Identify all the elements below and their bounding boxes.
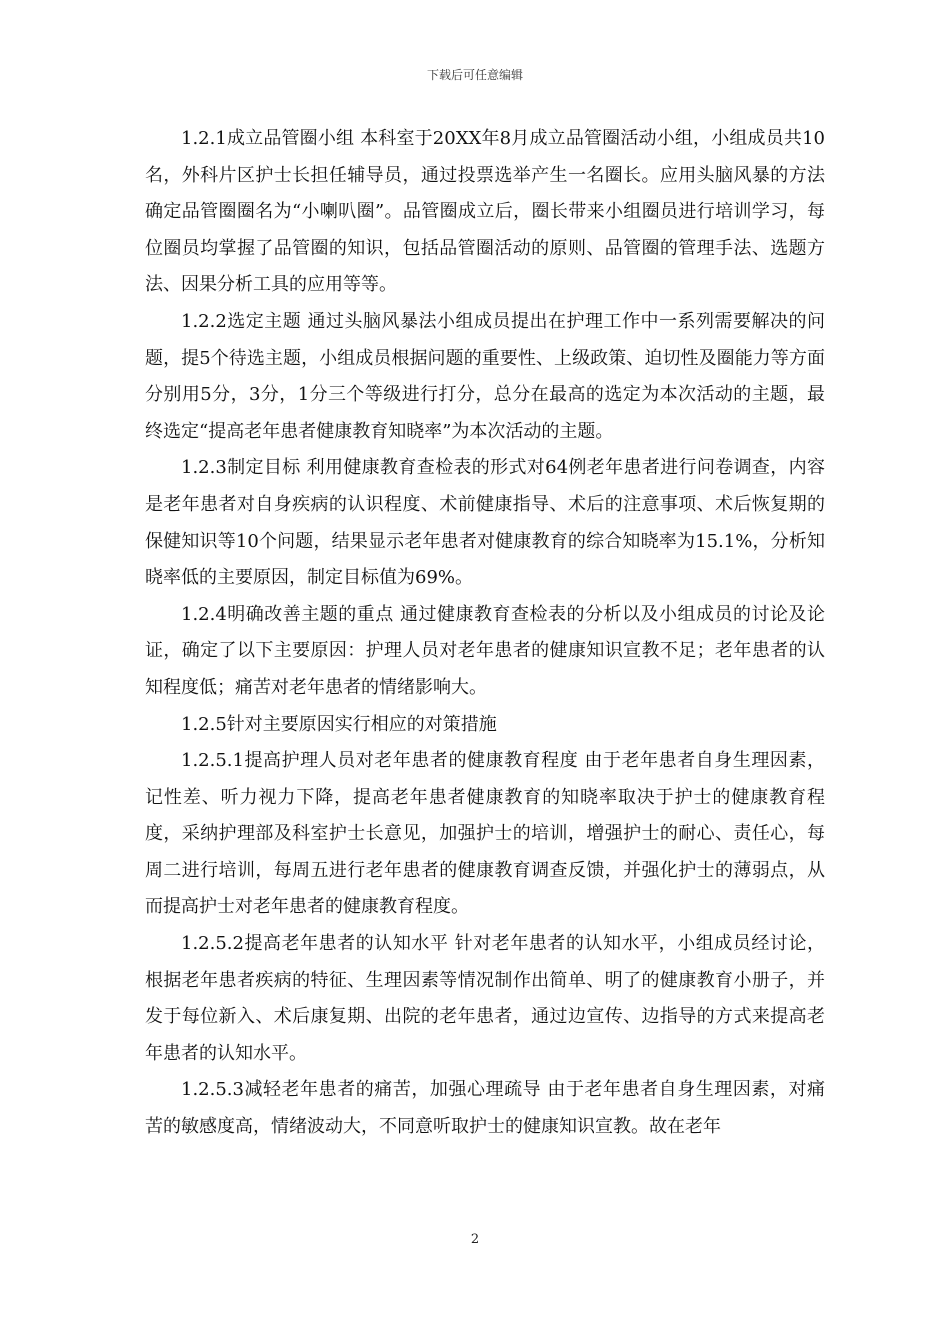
page-header: 下载后可任意编辑 bbox=[426, 68, 523, 82]
paragraph-1-2-2: 1.2.2选定主题 通过头脑风暴法小组成员提出在护理工作中一系列需要解决的问题，提5个待选主题，小组成员根据问题的重要性、上级政策、迫切性及圈能力等方面分别用5分，3分，1分三个等级进行打分，总分在最高的选定为本次活动的主题，最终选定“提高老年患者健康教育知晓率”为本次活动的主题。 bbox=[145, 310, 825, 442]
paragraph-1-2-5-1: 1.2.5.1提高护理人员对老年患者的健康教育程度 由于老年患者自身生理因素，记性差、听力视力下降，提高老年患者健康教育的知晓率取决于护士的健康教育程度，采纳护理部及科室护士长意见，加强护士的培训，增强护士的耐心、责任心，每周二进行培训，每周五进行老年患者的健康教育调查反馈，并强化护士的薄弱点，从而提高护士对老年患者的健康教育程度。 bbox=[145, 750, 825, 918]
paragraph-1-2-5-3: 1.2.5.3减轻老年患者的痛苦，加强心理疏导 由于老年患者自身生理因素，对痛苦的敏感度高，情绪波动大，不同意听取护士的健康知识宣教。故在老年 bbox=[145, 1079, 825, 1138]
paragraph-1-2-3: 1.2.3制定目标 利用健康教育查检表的形式对64例老年患者进行问卷调查，内容是老年患者对自身疾病的认识程度、术前健康指导、术后的注意事项、术后恢复期的保健知识等10个问题，结果显示老年患者对健康教育的综合知晓率为15.1%，分析知晓率低的主要原因，制定目标值为69%。 bbox=[145, 457, 825, 589]
page-number: 2 bbox=[470, 1232, 480, 1247]
paragraph-1-2-4: 1.2.4明确改善主题的重点 通过健康教育查检表的分析以及小组成员的讨论及论证，确定了以下主要原因：护理人员对老年患者的健康知识宣教不足；老年患者的认知程度低；痛苦对老年患者的情绪影响大。 bbox=[145, 603, 825, 698]
document-body bbox=[145, 121, 825, 1146]
paragraph-1-2-5-2: 1.2.5.2提高老年患者的认知水平 针对老年患者的认知水平，小组成员经讨论，根据老年患者疾病的特征、生理因素等情况制作出简单、明了的健康教育小册子，并发于每位新入、术后康复期、出院的老年患者，通过边宣传、边指导的方式来提高老年患者的认知水平。 bbox=[145, 933, 825, 1064]
paragraph-1-2-1: 1.2.1成立品管圈小组 本科室于20XX年8月成立品管圈活动小组，小组成员共10名，外科片区护士长担任辅导员，通过投票选举产生一名圈长。应用头脑风暴的方法确定品管圈圈名为“小喇叭圈”。品管圈成立后，圈长带来小组圈员进行培训学习，每位圈员均掌握了品管圈的知识，包括品管圈活动的原则、品管圈的管理手法、选题方法、因果分析工具的应用等等。 bbox=[145, 128, 825, 296]
paragraph-1-2-5: 1.2.5针对主要原因实行相应的对策措施 bbox=[181, 713, 497, 735]
